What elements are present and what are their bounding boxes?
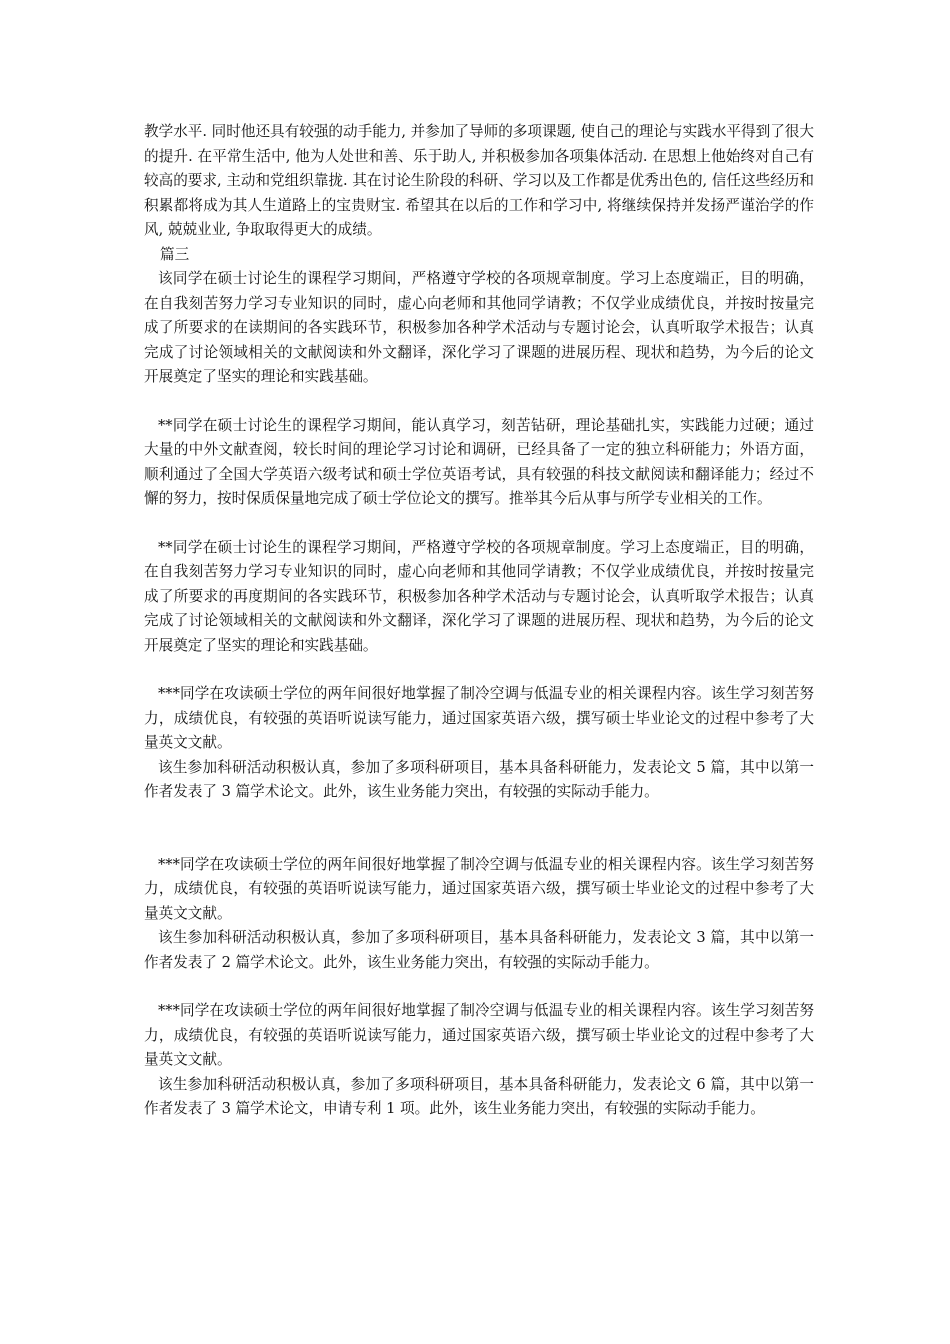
document-body [144, 120, 814, 1122]
paragraph-intro: 教学水平. 同时他还具有较强的动手能力, 并参加了导师的多项课题, 使自己的理论与实践水平得到了很大的提升. 在平常生活中, 他为人处世和善、乐于助人, 并积极参加各项集体活动. 在思想上他始终对自己有较高的要求, 主动和党组织靠拢. 其在讨论生阶段的科研、学习以及工作都是优秀出色的, 信任这些经历和积累都将成为其人生道路上的宝贵财宝. 希望其在以后的工作和学习中, 将继续保持并发扬严谨治学的作风, 兢兢业业, 争取取得更大的成绩。 [144, 123, 814, 238]
paragraph-student-b-1: ***同学在攻读硕士学位的两年间很好地掌握了制冷空调与低温专业的相关课程内容。该生学习刻苦努力，成绩优良，有较强的英语听说读写能力，通过国家英语六级，撰写硕士毕业论文的过程中参考了大量英文文献。 [144, 855, 814, 922]
paragraph-student-a-2: 该生参加科研活动积极认真，参加了多项科研项目，基本具备科研能力，发表论文 5 篇，其中以第一作者发表了 3 篇学术论文。此外，该生业务能力突出，有较强的实际动手能力。 [144, 758, 814, 800]
paragraph-student-a-1: ***同学在攻读硕士学位的两年间很好地掌握了制冷空调与低温专业的相关课程内容。该生学习刻苦努力，成绩优良，有较强的英语听说读写能力，通过国家英语六级，撰写硕士毕业论文的过程中参考了大量英文文献。 [144, 685, 814, 751]
spacer [144, 512, 814, 536]
paragraph-student-c-2: 该生参加科研活动积极认真，参加了多项科研项目，基本具备科研能力，发表论文 6 篇，其中以第一作者发表了 3 篇学术论文，申请专利 1 项。此外，该生业务能力突出，有较强的实际动手能力。 [144, 1075, 814, 1117]
section-heading: 篇三 [160, 245, 190, 263]
paragraph-section3-2: **同学在硕士讨论生的课程学习期间，能认真学习，刻苦钻研，理论基础扎实，实践能力过硬；通过大量的中外文献查阅，较长时间的理论学习讨论和调研，已经具备了一定的独立科研能力；外语方面，顺利通过了全国大学英语六级考试和硕士学位英语考试，具有较强的科技文献阅读和翻译能力；经过不懈的努力，按时保质保量地完成了硕士学位论文的撰写。推举其今后从事与所学专业相关的工作。 [144, 416, 814, 507]
spacer [144, 658, 814, 682]
spacer [144, 390, 814, 414]
spacer [144, 805, 814, 853]
spacer [144, 975, 814, 999]
paragraph-student-c-1: ***同学在攻读硕士学位的两年间很好地掌握了制冷空调与低温专业的相关课程内容。该生学习刻苦努力，成绩优良，有较强的英语听说读写能力，通过国家英语六级，撰写硕士毕业论文的过程中参考了大量英文文献。 [144, 1002, 814, 1068]
paragraph-student-b-2: 该生参加科研活动积极认真，参加了多项科研项目，基本具备科研能力，发表论文 3 篇，其中以第一作者发表了 2 篇学术论文。此外，该生业务能力突出，有较强的实际动手能力。 [144, 929, 814, 971]
paragraph-section3-1: 该同学在硕士讨论生的课程学习期间，严格遵守学校的各项规章制度。学习上态度端正，目的明确，在自我刻苦努力学习专业知识的同时，虚心向老师和其他同学请教；不仅学业成绩优良，并按时按量完成了所要求的在读期间的各实践环节，积极参加各种学术活动与专题讨论会，认真听取学术报告；认真完成了讨论领域相关的文献阅读和外文翻译，深化学习了课题的进展历程、现状和趋势，为今后的论文开展奠定了坚实的理论和实践基础。 [144, 270, 814, 385]
paragraph-section3-3: **同学在硕士讨论生的课程学习期间，严格遵守学校的各项规章制度。学习上态度端正，目的明确，在自我刻苦努力学习专业知识的同时，虚心向老师和其他同学请教；不仅学业成绩优良，并按时按量完成了所要求的再度期间的各实践环节，积极参加各种学术活动与专题讨论会，认真听取学术报告；认真完成了讨论领域相关的文献阅读和外文翻译，深化学习了课题的进展历程、现状和趋势，为今后的论文开展奠定了坚实的理论和实践基础。 [144, 538, 814, 654]
